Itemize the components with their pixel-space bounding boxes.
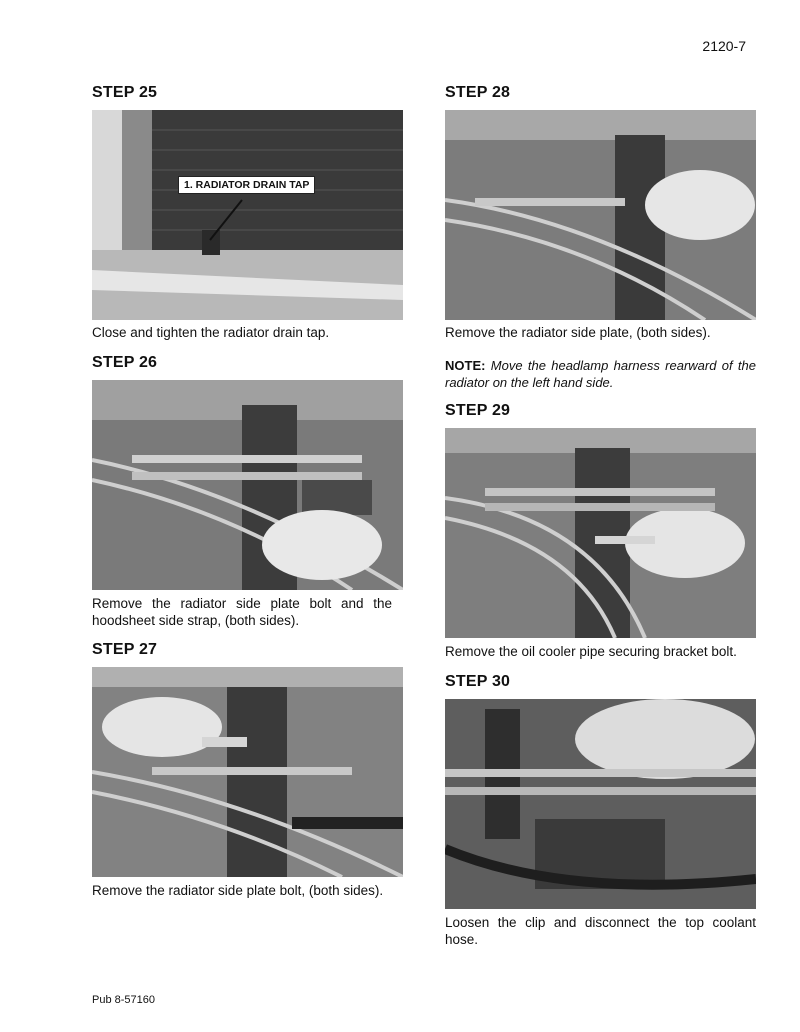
step-26-photo: [92, 380, 403, 590]
radiator-drain-tap-callout: 1. RADIATOR DRAIN TAP: [178, 176, 315, 194]
note: [445, 357, 756, 391]
step-30-caption: Loosen the clip and disconnect the top coolant hose.: [445, 915, 756, 947]
step-29-heading: STEP 29: [445, 402, 511, 419]
step-26-caption: Remove the radiator side plate bolt and the hoodsheet side strap, (both sides).: [92, 596, 392, 628]
step-30-heading: STEP 30: [445, 673, 511, 690]
page-number: 2120-7: [702, 38, 746, 54]
step-25-caption: Close and tighten the radiator drain tap.: [92, 325, 330, 340]
step-25-heading: STEP 25: [92, 84, 158, 101]
note-label: NOTE:: [445, 358, 486, 373]
publication-number: Pub 8-57160: [92, 994, 155, 1006]
step-29-caption: Remove the oil cooler pipe securing bracket bolt.: [445, 644, 737, 659]
step-27-heading: STEP 27: [92, 641, 158, 658]
step-27-caption: Remove the radiator side plate bolt, (both sides).: [92, 883, 384, 898]
step-30-photo: [445, 699, 756, 909]
step-28-caption: Remove the radiator side plate, (both sides).: [445, 325, 711, 340]
step-26-heading: STEP 26: [92, 354, 158, 371]
step-29-photo: [445, 428, 756, 638]
note-text: Move the headlamp harness rearward of the radiator on the left hand side.: [445, 358, 756, 390]
step-28-photo: [445, 110, 756, 320]
step-27-photo: [92, 667, 403, 877]
step-25-photo: [92, 110, 403, 320]
step-28-heading: STEP 28: [445, 84, 511, 101]
